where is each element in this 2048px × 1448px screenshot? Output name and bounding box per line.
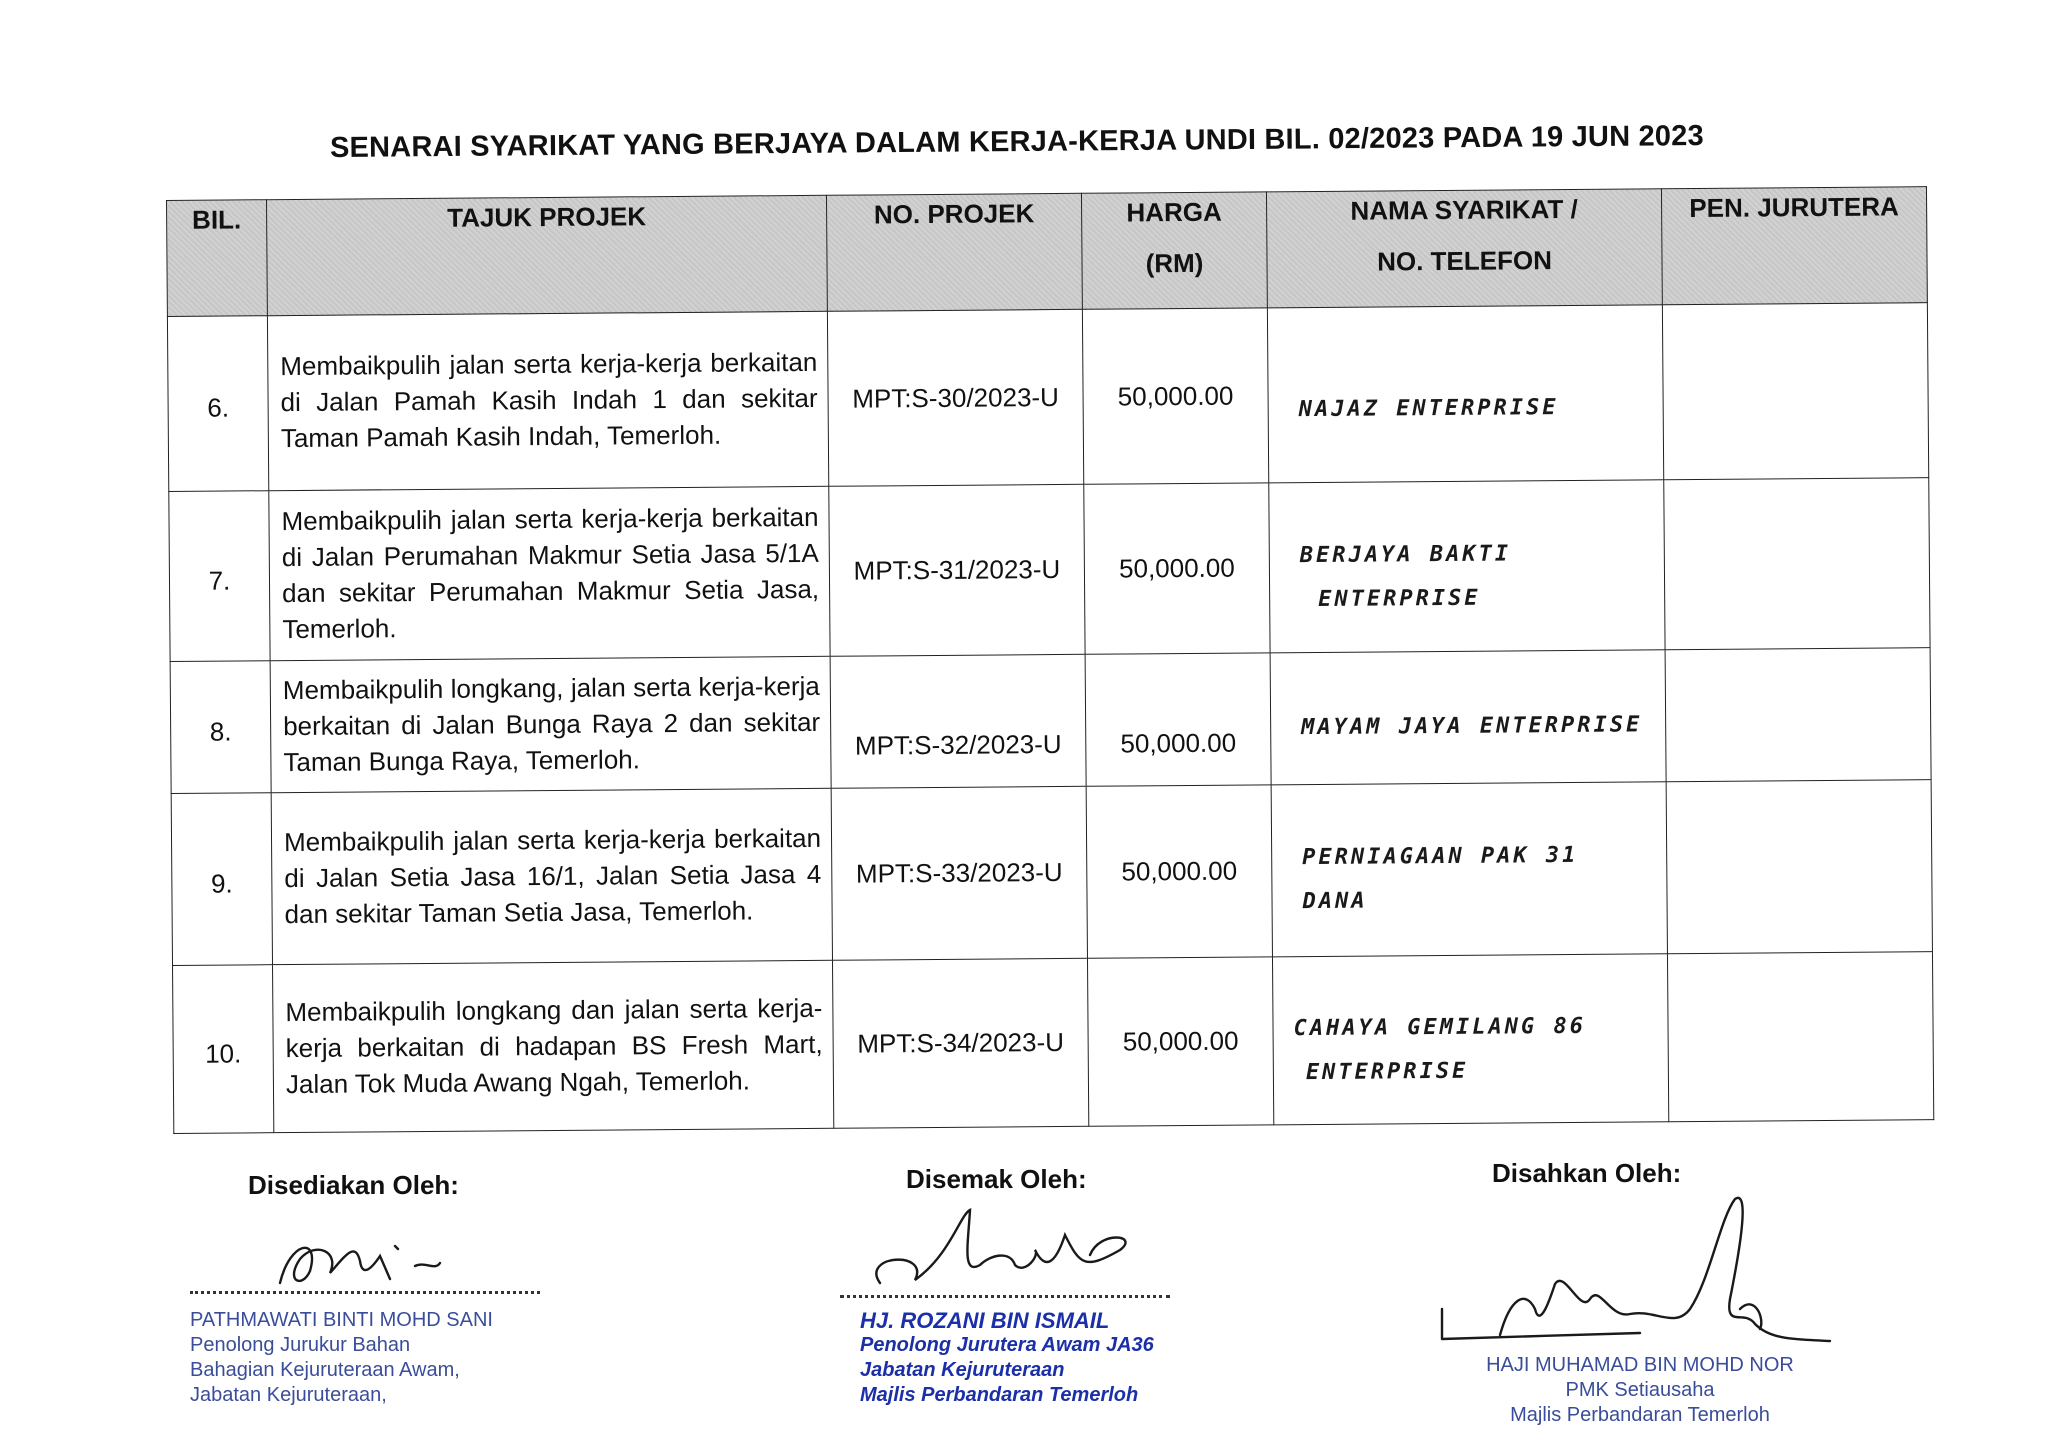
row-harga: 50,000.00 (1085, 653, 1271, 786)
row-bil: 6. (167, 316, 268, 492)
company-name-line-2: ENTERPRISE (1318, 585, 1481, 612)
company-table (166, 186, 1934, 1134)
row-harga: 50,000.00 (1082, 308, 1268, 484)
row-pen-jurutera (1665, 648, 1931, 782)
header-bil: BIL. (167, 200, 268, 317)
table-row (169, 478, 1930, 662)
row-tajuk: Membaikpulih jalan serta kerja-kerja berkaitan di Jalan Pamah Kasih Indah 1 dan sekitar Taman Pamah Kasih Indah, Temerloh. (267, 311, 828, 490)
row-no-projek: MPT:S-32/2023-U (830, 654, 1086, 788)
company-name-line: BERJAYA BAKTI (1299, 541, 1512, 569)
header-pen-jurutera: PEN. JURUTERA (1661, 187, 1927, 305)
row-nama-syarikat (1267, 305, 1663, 483)
table-header-row (167, 187, 1928, 317)
row-nama-syarikat (1272, 954, 1668, 1125)
header-nama-syarikat: NAMA SYARIKAT / NO. TELEFON (1266, 189, 1662, 308)
row-no-projek: MPT:S-31/2023-U (829, 484, 1085, 656)
row-tajuk: Membaikpulih longkang, jalan serta kerja-kerja berkaitan di Jalan Bunga Raya 2 dan sekitar Taman Bunga Raya, Temerloh. (270, 656, 831, 792)
row-nama-syarikat (1270, 650, 1666, 785)
reviewed-council: Majlis Perbandaran Temerloh (860, 1384, 1139, 1406)
row-harga: 50,000.00 (1084, 483, 1270, 654)
approved-council: Majlis Perbandaran Temerloh (1510, 1404, 1770, 1426)
company-name-line-2: ENTERPRISE (1305, 1058, 1469, 1086)
approved-stamp (1440, 1353, 1840, 1428)
reviewed-stamp (840, 1308, 1170, 1408)
signature-reviewed (840, 1164, 1170, 1408)
row-no-projek: MPT:S-33/2023-U (831, 786, 1087, 960)
approved-heading: Disahkan Oleh: (1492, 1158, 1682, 1188)
table-row (167, 303, 1928, 492)
row-harga: 50,000.00 (1087, 957, 1273, 1126)
row-pen-jurutera (1667, 952, 1933, 1122)
row-bil: 8. (170, 661, 271, 794)
reviewed-dotted-line (840, 1295, 1170, 1298)
prepared-division: Bahagian Kejuruteraan Awam, (190, 1359, 460, 1381)
row-pen-jurutera (1662, 303, 1928, 480)
row-nama-syarikat (1269, 480, 1665, 653)
company-table-wrapper (166, 186, 1933, 1134)
document-title: SENARAI SYARIKAT YANG BERJAYA DALAM KERJA-KERJA UNDI BIL. 02/2023 PADA 19 JUN 2023 (329, 120, 1704, 164)
row-no-projek: MPT:S-34/2023-U (832, 958, 1088, 1128)
table-row (171, 780, 1932, 966)
prepared-dotted-line (190, 1291, 540, 1294)
table-row (170, 648, 1931, 794)
row-no-projek: MPT:S-30/2023-U (827, 309, 1083, 486)
reviewed-signature-drawing (840, 1195, 1170, 1295)
header-no-projek: NO. PROJEK (826, 193, 1082, 311)
prepared-stamp (190, 1308, 540, 1408)
reviewed-position: Penolong Jurutera Awam JA36 (860, 1334, 1154, 1356)
row-nama-syarikat (1271, 782, 1667, 957)
prepared-position: Penolong Jurukur Bahan (190, 1334, 411, 1356)
approved-name: HAJI MUHAMAD BIN MOHD NOR (1486, 1354, 1794, 1376)
reviewed-department: Jabatan Kejuruteraan (860, 1359, 1065, 1381)
row-bil: 7. (169, 491, 270, 662)
prepared-name: PATHMAWATI BINTI MOHD SANI (190, 1309, 493, 1331)
approved-signature-drawing (1440, 1189, 1840, 1349)
table-row (173, 952, 1934, 1134)
company-name-line: PERNIAGAAN PAK 31 (1302, 842, 1579, 871)
row-tajuk: Membaikpulih jalan serta kerja-kerja berkaitan di Jalan Perumahan Makmur Setia Jasa 5/1A dan sekitar Perumahan Makmur Setia Jasa, Temerloh. (269, 486, 830, 660)
row-harga: 50,000.00 (1086, 785, 1272, 958)
row-tajuk: Membaikpulih jalan serta kerja-kerja berkaitan di Jalan Setia Jasa 16/1, Jalan Setia Jasa 4 dan sekitar Taman Setia Jasa, Temerloh. (271, 788, 832, 964)
prepared-heading: Disediakan Oleh: (248, 1170, 459, 1200)
row-bil: 9. (171, 793, 272, 966)
signature-prepared (190, 1170, 540, 1408)
signature-approved (1440, 1158, 1840, 1428)
header-tajuk-projek: TAJUK PROJEK (267, 195, 828, 315)
header-harga: HARGA (RM) (1081, 192, 1267, 309)
company-name-line: CAHAYA GEMILANG 86 (1293, 1013, 1587, 1042)
company-name-line: NAJAZ ENTERPRISE (1298, 394, 1559, 422)
approved-position: PMK Setiausaha (1565, 1379, 1715, 1401)
company-name-line-2: DANA (1302, 888, 1368, 915)
row-pen-jurutera (1664, 478, 1930, 650)
reviewed-name: HJ. ROZANI BIN ISMAIL (860, 1308, 1110, 1333)
prepared-signature-drawing (190, 1201, 540, 1291)
prepared-department: Jabatan Kejuruteraan, (190, 1384, 387, 1406)
company-name-line: MAYAM JAYA ENTERPRISE (1301, 712, 1643, 741)
row-bil: 10. (173, 965, 274, 1134)
row-tajuk: Membaikpulih longkang dan jalan serta kerja-kerja berkaitan di hadapan BS Fresh Mart, Jalan Tok Muda Awang Ngah, Temerloh. (273, 960, 834, 1132)
reviewed-heading: Disemak Oleh: (906, 1164, 1087, 1194)
row-pen-jurutera (1666, 780, 1932, 954)
